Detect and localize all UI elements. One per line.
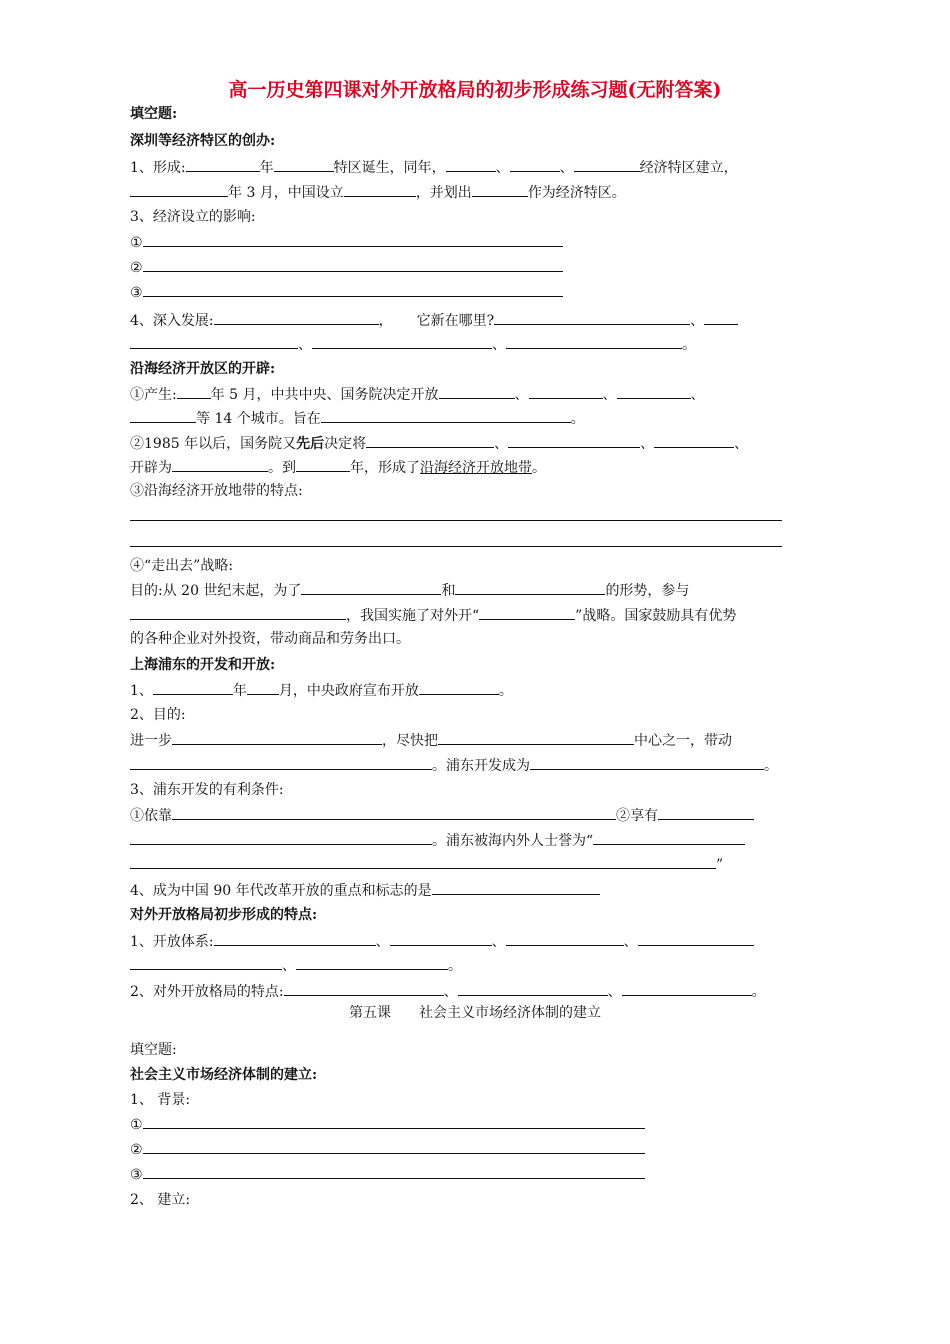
blank[interactable] xyxy=(390,931,492,946)
lesson5-title: 第五课 社会主义市场经济体制的建立 xyxy=(349,1005,601,1021)
blank[interactable] xyxy=(344,182,416,197)
question-1985: ②1985 年以后，国务院又先后决定将 、 、 、 xyxy=(130,433,830,454)
page-title: 高一历史第四课对外开放格局的初步形成练习题(无附答案) xyxy=(228,79,722,101)
blank[interactable] xyxy=(312,334,492,349)
question-pattern-features: 2、对外开放格局的特点: 、 、 。 xyxy=(130,981,830,1002)
blank[interactable] xyxy=(432,880,600,895)
blank[interactable] xyxy=(130,854,716,869)
blank[interactable] xyxy=(274,157,334,172)
section-heading-shenzhen: 深圳等经济特区的创办: xyxy=(130,133,276,149)
blank[interactable] xyxy=(479,605,575,620)
blank[interactable] xyxy=(130,955,282,970)
question-background: 1、 背景: xyxy=(130,1092,191,1108)
answer-line[interactable] xyxy=(130,546,782,547)
blank[interactable] xyxy=(153,680,233,695)
question-1985-cont: 开辟为 。到 年，形成了沿海经济开放地带。 xyxy=(130,457,830,478)
blank[interactable] xyxy=(455,580,605,595)
blank[interactable] xyxy=(438,730,634,745)
blank[interactable] xyxy=(419,680,499,695)
answer-row: ② xyxy=(130,1139,830,1160)
blank[interactable] xyxy=(574,157,640,172)
blank[interactable] xyxy=(494,310,690,325)
blank[interactable] xyxy=(130,334,298,349)
blank[interactable] xyxy=(617,384,691,399)
question-pudong-goal-b: 。浦东开发成为 。 xyxy=(130,755,830,776)
blank[interactable] xyxy=(296,955,448,970)
blank[interactable] xyxy=(593,830,745,845)
question-origin: ①产生: 年 5 月，中共中央、国务院决定开放 、 、 、 xyxy=(130,384,830,405)
blank[interactable] xyxy=(704,310,738,325)
blank[interactable] xyxy=(130,755,432,770)
question-purpose-end: 的各种企业对外投资，带动商品和劳务出口。 xyxy=(130,631,410,647)
blank[interactable] xyxy=(143,232,563,247)
blank[interactable] xyxy=(143,1139,645,1154)
blank[interactable] xyxy=(458,981,608,996)
blank[interactable] xyxy=(506,931,624,946)
blank[interactable] xyxy=(130,182,228,197)
blank[interactable] xyxy=(439,384,515,399)
question-conditions-c: ” xyxy=(130,854,830,875)
blank[interactable] xyxy=(214,310,379,325)
question-open-system: 1、开放体系: 、 、 、 xyxy=(130,931,830,952)
blank[interactable] xyxy=(321,408,571,423)
question-establish: 2、 建立: xyxy=(130,1192,191,1208)
blank[interactable] xyxy=(172,457,268,472)
blank[interactable] xyxy=(143,1114,645,1129)
blank[interactable] xyxy=(177,384,211,399)
blank[interactable] xyxy=(654,433,734,448)
blank[interactable] xyxy=(296,457,350,472)
blank[interactable] xyxy=(143,282,563,297)
blank[interactable] xyxy=(658,805,754,820)
question-pudong-conditions: 3、浦东开发的有利条件: xyxy=(130,782,284,798)
question-conditions-a: ①依靠 ②享有 xyxy=(130,805,830,826)
blank[interactable] xyxy=(186,157,260,172)
blank[interactable] xyxy=(446,157,496,172)
question-development: 4、深入发展: ， 它新在哪里? 、 xyxy=(130,310,830,331)
blank[interactable] xyxy=(172,805,616,820)
question-origin-cont: 等 14 个城市。旨在 。 xyxy=(130,408,830,429)
question-purpose-cont: ，我国实施了对外开“ ”战略。国家鼓励具有优势 xyxy=(130,605,830,626)
answer-line[interactable] xyxy=(130,520,782,521)
question-pudong-goal-a: 进一步 ，尽快把 中心之一，带动 xyxy=(130,730,830,751)
question-pudong-date: 1、 年 月，中央政府宣布开放 。 xyxy=(130,680,830,701)
blank[interactable] xyxy=(130,605,346,620)
blank[interactable] xyxy=(130,408,196,423)
blank[interactable] xyxy=(622,981,752,996)
answer-row: ① xyxy=(130,232,830,253)
question-formation-cont: 年 3 月，中国设立 ，并划出 作为经济特区。 xyxy=(130,182,830,203)
question-features: ③沿海经济开放地带的特点: xyxy=(130,483,303,499)
blank[interactable] xyxy=(529,384,603,399)
answer-row: ③ xyxy=(130,282,830,303)
blank[interactable] xyxy=(247,680,279,695)
question-formation: 1、形成: 年 特区诞生，同年， 、 、 经济特区建立， xyxy=(130,157,830,178)
fill-label: 填空题: xyxy=(130,106,178,122)
answer-row: ② xyxy=(130,257,830,278)
blank[interactable] xyxy=(143,257,563,272)
blank[interactable] xyxy=(366,433,494,448)
blank[interactable] xyxy=(130,830,432,845)
answer-row: ③ xyxy=(130,1164,830,1185)
blank[interactable] xyxy=(284,981,444,996)
blank[interactable] xyxy=(506,334,682,349)
question-pudong-goal: 2、目的: xyxy=(130,707,186,723)
question-open-system-cont: 、 。 xyxy=(130,955,830,976)
answer-row: ① xyxy=(130,1114,830,1135)
question-development-cont: 、 、 。 xyxy=(130,334,830,355)
blank[interactable] xyxy=(510,157,560,172)
section-heading-pudong: 上海浦东的开发和开放: xyxy=(130,657,276,673)
blank[interactable] xyxy=(530,755,764,770)
blank[interactable] xyxy=(172,730,382,745)
question-purpose: 目的:从 20 世纪末起，为了 和 的形势，参与 xyxy=(130,580,830,601)
question-conditions-b: 。浦东被海内外人士誉为“ xyxy=(130,830,830,851)
lesson5-fill-label: 填空题: xyxy=(130,1042,177,1058)
section-heading-coastal: 沿海经济开放区的开辟: xyxy=(130,361,276,377)
question-go-global: ④“走出去”战略: xyxy=(130,558,234,574)
blank[interactable] xyxy=(143,1164,645,1179)
question-influence: 3、经济设立的影响: xyxy=(130,209,256,225)
section-heading-features: 对外开放格局初步形成的特点: xyxy=(130,907,318,923)
blank[interactable] xyxy=(638,931,754,946)
blank[interactable] xyxy=(508,433,640,448)
blank[interactable] xyxy=(214,931,376,946)
question-pudong-symbol: 4、成为中国 90 年代改革开放的重点和标志的是 xyxy=(130,880,830,901)
section-heading-market: 社会主义市场经济体制的建立: xyxy=(130,1067,318,1083)
blank[interactable] xyxy=(301,580,441,595)
blank[interactable] xyxy=(472,182,528,197)
